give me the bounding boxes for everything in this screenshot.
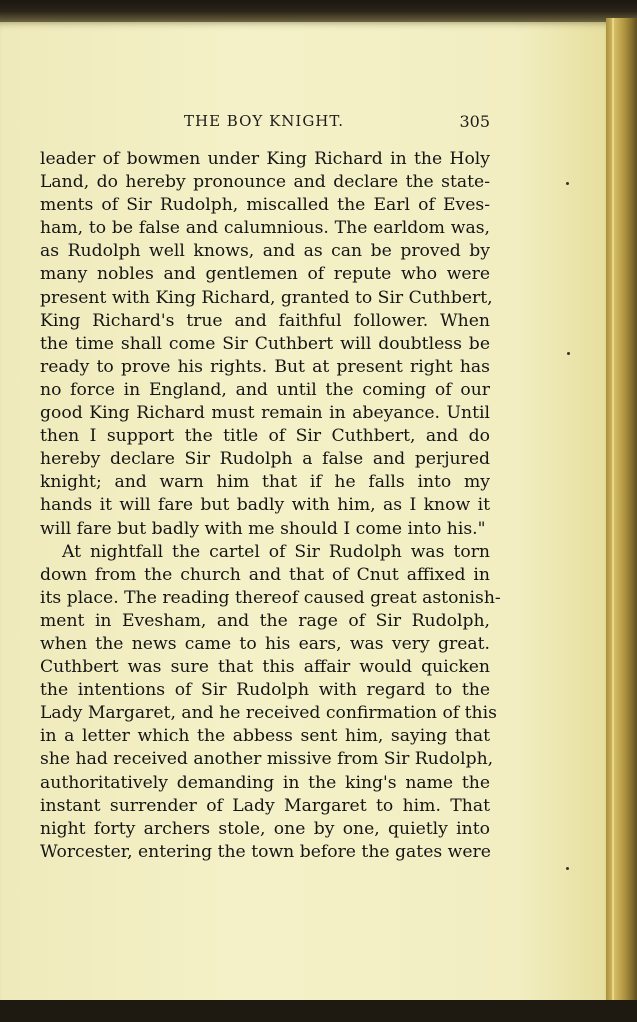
text-line: knight; and warn him that if he falls into my (40, 472, 490, 493)
gilt-page-edge (606, 18, 637, 1000)
text-line: ham, to be false and calumnious. The earldom was, (40, 218, 490, 239)
text-line: ments of Sir Rudolph, miscalled the Earl of Eves- (40, 195, 490, 216)
page-specks (566, 22, 572, 1022)
text-line: its place. The reading thereof caused great astonish- (40, 587, 501, 608)
text-line: many nobles and gentlemen of repute who were (40, 264, 490, 285)
running-head (40, 112, 490, 132)
text-line: hands it will fare but badly with him, as I know it (40, 495, 490, 516)
text-line: ready to prove his rights. But at present right has (40, 356, 490, 377)
page-number: 305 (459, 112, 490, 131)
text-line: then I support the title of Sir Cuthbert, and do (40, 426, 490, 447)
text-line: night forty archers stole, one by one, quietly into (40, 818, 490, 839)
text-line: Lady Margaret, and he received confirmation of this (40, 703, 497, 724)
text-line: in a letter which the abbess sent him, saying that (40, 726, 490, 747)
text-line: Cuthbert was sure that this affair would quicken (40, 657, 490, 678)
body-text (40, 148, 501, 864)
text-line: will fare but badly with me should I come into his." (40, 518, 486, 539)
text-line: she had received another missive from Sir Rudolph, (40, 749, 494, 770)
text-line: King Richard's true and faithful follower. When (40, 310, 490, 331)
running-title: THE BOY KNIGHT. (184, 112, 344, 130)
text-line: as Rudolph well knows, and as can be proved by (40, 241, 490, 262)
text-line: instant surrender of Lady Margaret to him. That (40, 795, 490, 816)
text-line: present with King Richard, granted to Sir Cuthbert, (40, 287, 493, 308)
paragraph-first-line: At nightfall the cartel of Sir Rudolph was torn (62, 541, 490, 562)
text-line: authoritatively demanding in the king's name the (40, 772, 490, 793)
text-line: down from the church and that of Cnut affixed in (40, 564, 490, 585)
text-line: the intentions of Sir Rudolph with regard to the (40, 680, 490, 701)
text-line: the time shall come Sir Cuthbert will doubtless be (40, 333, 490, 354)
text-line: ment in Evesham, and the rage of Sir Rudolph, (40, 610, 490, 631)
text-line: hereby declare Sir Rudolph a false and perjured (40, 449, 490, 470)
text-line: no force in England, and until the coming of our (40, 379, 490, 400)
text-line: good King Richard must remain in abeyance. Until (40, 403, 490, 424)
text-line: leader of bowmen under King Richard in the Holy (40, 149, 490, 169)
text-line: Worcester, entering the town before the gates were (40, 841, 491, 862)
text-line: when the news came to his ears, was very great. (40, 633, 490, 654)
text-line: Land, do hereby pronounce and declare the state- (40, 172, 490, 193)
